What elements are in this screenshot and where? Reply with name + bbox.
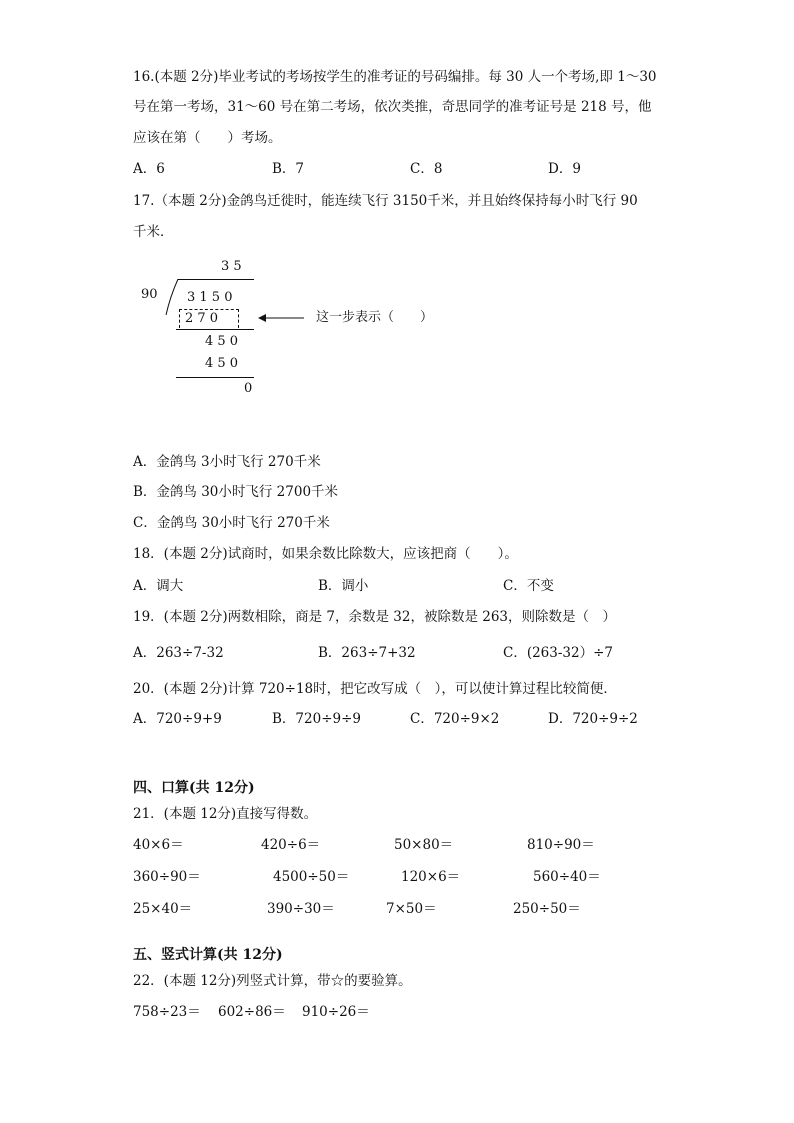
division-line-2 — [176, 377, 254, 378]
division-remainder: 0 — [244, 381, 253, 396]
division-line-1 — [176, 329, 254, 330]
q21-r1-c2: 420÷6＝ — [261, 837, 321, 853]
q21-line1: 21．(本题 12分)直接写得数。 — [133, 806, 318, 822]
q21-r3-c4: 250÷50＝ — [513, 901, 581, 917]
q19-option-b: B．263÷7+32 — [318, 645, 416, 661]
q21-r1-c4: 810÷90＝ — [527, 837, 595, 853]
q18-line1: 18．(本题 2分)试商时，如果余数比除数大，应该把商（ ）。 — [133, 546, 518, 562]
q21-r2-c1: 360÷90＝ — [133, 869, 201, 885]
q21-r2-c2: 4500÷50＝ — [273, 869, 350, 885]
q16-line1: 16.(本题 2分)毕业考试的考场按学生的准考证的号码编排。每 30 人一个考场,即 1～30 — [133, 69, 657, 85]
q21-r2-c3: 120×6＝ — [401, 869, 461, 885]
q20-option-d: D．720÷9÷2 — [548, 711, 638, 727]
q18-option-c: C．不变 — [503, 578, 554, 594]
q16-line3: 应该在第（ ）考场。 — [133, 130, 282, 146]
q17-option-c: C．金鸽鸟 30小时飞行 270千米 — [133, 515, 330, 531]
q21-r3-c3: 7×50＝ — [386, 901, 437, 917]
long-division-diagram — [0, 0, 794, 400]
division-dividend: 3 1 5 0 — [187, 290, 233, 305]
q17-option-b: B．金鸽鸟 30小时飞行 2700千米 — [133, 484, 339, 500]
q18-option-a: A．调大 — [133, 578, 184, 594]
q19-option-c: C．(263-32）÷7 — [503, 645, 614, 661]
q21-r3-c2: 390÷30＝ — [267, 901, 335, 917]
section-5-title: 五、竖式计算(共 12分) — [133, 947, 283, 963]
q21-r1-c1: 40×6＝ — [133, 837, 184, 853]
q17-line2: 千米． — [133, 224, 174, 240]
division-bar — [178, 279, 254, 280]
q17-option-a: A．金鸽鸟 3小时飞行 270千米 — [133, 454, 321, 470]
q20-line1: 20．(本题 2分)计算 720÷18时，把它改写成（ ），可以使计算过程比较简便． — [133, 681, 617, 697]
division-step1: 2 7 0 — [185, 311, 219, 326]
q19-line1: 19．(本题 2分)两数相除，商是 7，余数是 32，被除数是 263，则除数是（ ） — [133, 609, 616, 625]
division-step3: 4 5 0 — [205, 356, 239, 371]
q16-option-b: B．7 — [272, 161, 305, 177]
q16-option-a: A．6 — [133, 161, 165, 177]
division-divisor: 90 — [141, 287, 158, 302]
division-quotient: 3 5 — [221, 259, 242, 274]
q16-option-c: C．8 — [410, 161, 443, 177]
q16-option-d: D．9 — [548, 161, 581, 177]
q21-r2-c4: 560÷40＝ — [533, 869, 601, 885]
division-step2: 4 5 0 — [205, 334, 239, 349]
q22-item-2: 602÷86＝ — [218, 1004, 286, 1020]
q21-r1-c3: 50×80＝ — [394, 837, 454, 853]
section-4-title: 四、口算(共 12分) — [133, 780, 255, 796]
arrow-left-icon — [258, 312, 306, 324]
q20-option-b: B．720÷9÷9 — [272, 711, 361, 727]
q20-option-a: A．720÷9+9 — [133, 711, 222, 727]
q22-line1: 22．(本题 12分)列竖式计算，带☆的要验算。 — [133, 973, 412, 989]
q18-option-b: B．调小 — [318, 578, 369, 594]
q22-item-3: 910÷26＝ — [302, 1004, 370, 1020]
q22-item-1: 758÷23＝ — [133, 1004, 201, 1020]
q17-line1: 17.（本题 2分)金鸽鸟迁徙时，能连续飞行 3150千米，并且始终保持每小时飞行 90 — [133, 193, 638, 209]
q19-option-a: A．263÷7-32 — [133, 645, 224, 661]
q16-line2: 号在第一考场，31～60 号在第二考场，依次类推，奇思同学的准考证号是 218 号，他 — [133, 99, 652, 115]
division-annotation: 这一步表示（ ） — [316, 310, 434, 325]
q20-option-c: C．720÷9×2 — [410, 711, 500, 727]
q21-r3-c1: 25×40＝ — [133, 901, 193, 917]
